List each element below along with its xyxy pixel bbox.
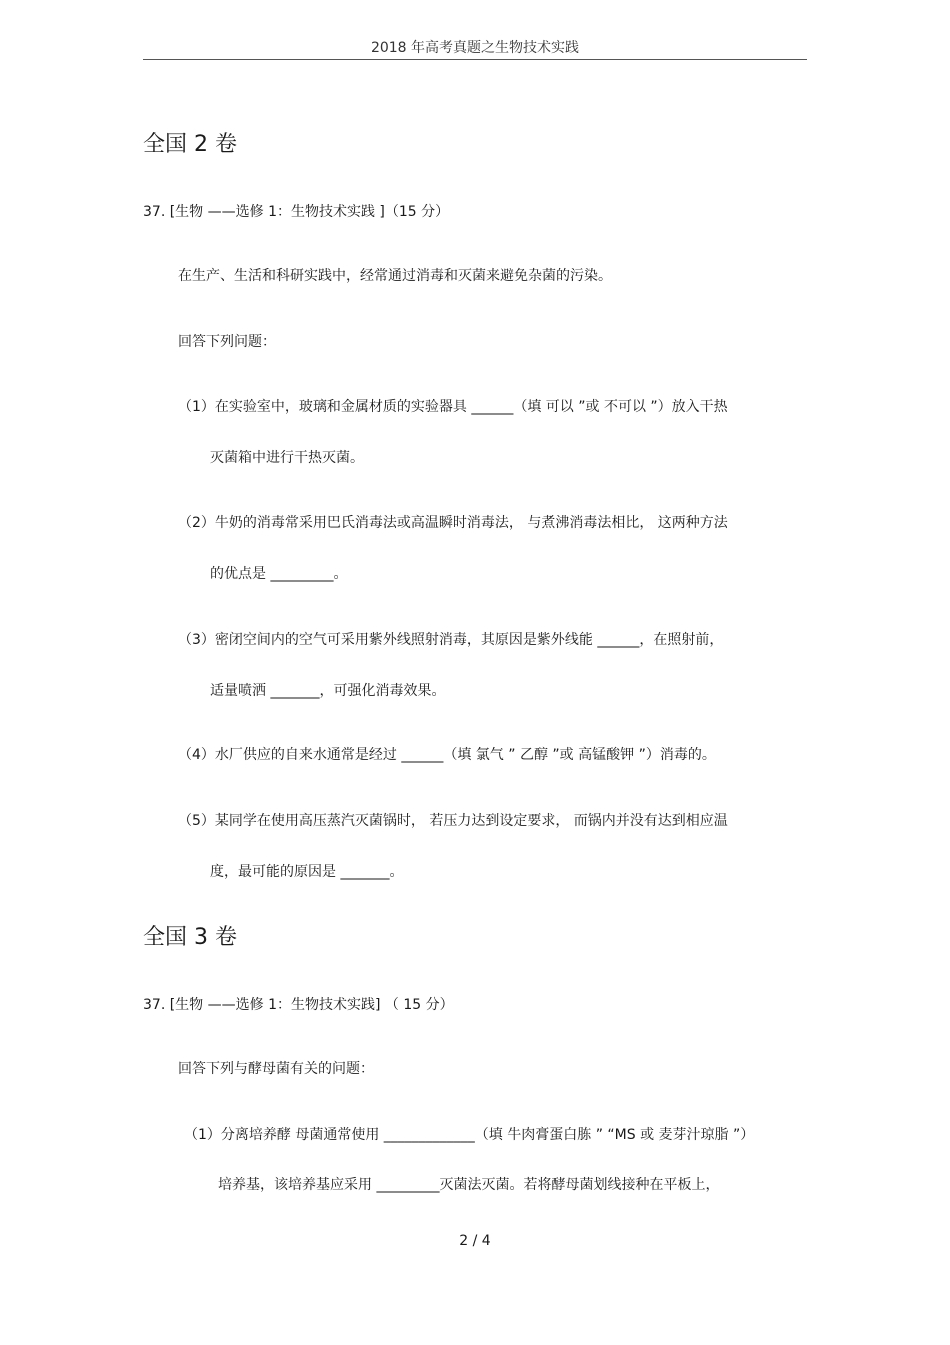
paragraph-line: 回答下列问题： xyxy=(178,334,276,350)
paragraph-line: （1）在实验室中，玻璃和金属材质的实验器具 ______（填 可以 ”或 不可以 ”）放入干热 xyxy=(178,399,728,415)
section-heading-1: 全国 2 卷 xyxy=(143,132,237,157)
section-heading-2: 全国 3 卷 xyxy=(143,925,237,950)
paragraph-line: 培养基，该培养基应采用 _________灭菌法灭菌。若将酵母菌划线接种在平板上， xyxy=(218,1177,720,1193)
paragraph-line: 的优点是 _________。 xyxy=(210,566,348,582)
paragraph-line: （2）牛奶的消毒常采用巴氏消毒法或高温瞬时消毒法， 与煮沸消毒法相比， 这两种方法 xyxy=(178,515,728,531)
page-number: 2 / 4 xyxy=(459,1233,491,1249)
paragraph-line: 在生产、生活和科研实践中，经常通过消毒和灭菌来避免杂菌的污染。 xyxy=(178,268,612,284)
paragraph-line: 适量喷洒 _______，可强化消毒效果。 xyxy=(210,683,446,699)
header-rule xyxy=(143,59,807,60)
paragraph-line: （4）水厂供应的自来水通常是经过 ______（填 氯气 ” 乙醇 ”或 高锰酸钾 ”）消毒的。 xyxy=(178,747,716,763)
paragraph-line: 度，最可能的原因是 _______。 xyxy=(210,864,404,880)
question-37-title-2: 37. [生物 ——选修 1：生物技术实践] （ 15 分） xyxy=(143,997,454,1013)
header-title: 2018 年高考真题之生物技术实践 xyxy=(370,40,580,56)
paragraph-line: （1）分离培养酵 母菌通常使用 _____________（填 牛肉膏蛋白胨 ” “MS 或 麦芽汁琼脂 ”） xyxy=(184,1127,755,1143)
question-37-title-1: 37. [生物 ——选修 1：生物技术实践 ]（15 分） xyxy=(143,204,450,220)
paragraph-line: 灭菌箱中进行干热灭菌。 xyxy=(210,450,364,466)
paragraph-line: 回答下列与酵母菌有关的问题： xyxy=(178,1061,374,1077)
paragraph-line: （5）某同学在使用高压蒸汽灭菌锅时， 若压力达到设定要求， 而锅内并没有达到相应温 xyxy=(178,813,728,829)
paragraph-line: （3）密闭空间内的空气可采用紫外线照射消毒，其原因是紫外线能 ______，在照射前， xyxy=(178,632,724,648)
